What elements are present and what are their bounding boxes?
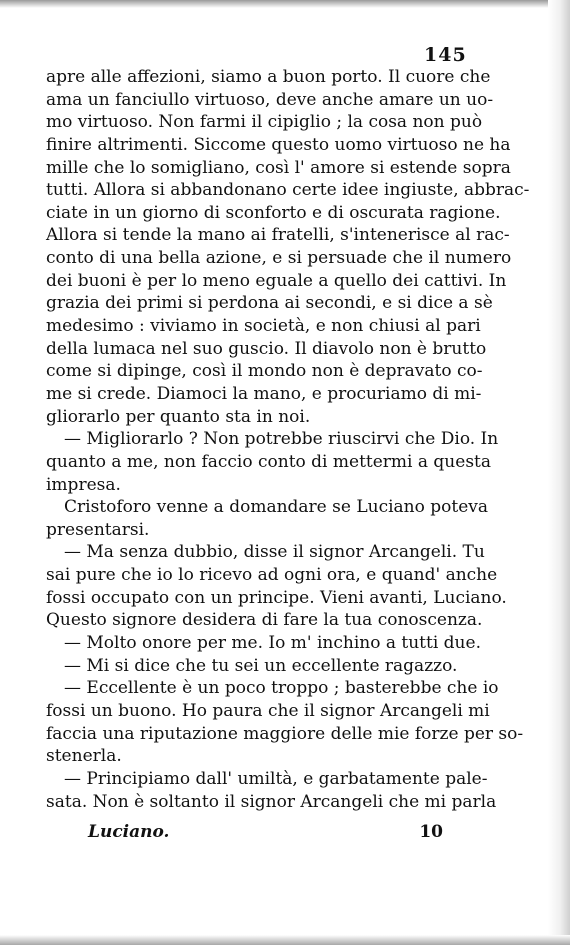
page-number: 145: [424, 44, 467, 66]
body-text: [46, 66, 530, 813]
text-line: — Principiamo dall' umiltà, e garbatamente pale-: [64, 768, 488, 789]
text-line: faccia una riputazione maggiore delle mie forze per so-: [46, 723, 524, 744]
page-bottom-edge: [0, 935, 570, 945]
text-line: impresa.: [46, 474, 121, 495]
page-footer: [88, 822, 443, 842]
text-line: — Migliorarlo ? Non potrebbe riuscirvi che Dio. In: [64, 429, 499, 450]
footer-sheet-number: 10: [419, 822, 443, 842]
text-line: Cristoforo venne a domandare se Luciano poteva: [64, 497, 489, 518]
text-line: fossi un buono. Ho paura che il signor Arcangeli mi: [46, 700, 490, 721]
text-line: tutti. Allora si abbandonano certe idee ingiuste, abbrac-: [46, 180, 530, 201]
text-line: dei buoni è per lo meno eguale a quello dei cattivi. In: [46, 270, 507, 291]
text-line: della lumaca nel suo guscio. Il diavolo non è brutto: [46, 338, 487, 359]
text-line: conto di una bella azione, e si persuade che il numero: [46, 248, 512, 269]
text-line: ama un fanciullo virtuoso, deve anche amare un uo-: [46, 89, 494, 110]
text-line: sata. Non è soltanto il signor Arcangeli che mi parla: [46, 791, 497, 812]
text-line: sai pure che io lo ricevo ad ogni ora, e quand' anche: [46, 565, 498, 586]
page-right-edge: [548, 0, 570, 945]
footer-signature: Luciano.: [88, 822, 170, 842]
text-line: gliorarlo per quanto sta in noi.: [46, 406, 311, 427]
text-line: apre alle affezioni, siamo a buon porto. Il cuore che: [46, 67, 491, 87]
text-line: me si crede. Diamoci la mano, e procuriamo di mi-: [46, 383, 482, 404]
text-line: finire altrimenti. Siccome questo uomo virtuoso ne ha: [46, 134, 511, 155]
text-line: Allora si tende la mano ai fratelli, s'intenerisce al rac-: [46, 225, 510, 246]
text-line: come si dipinge, così il mondo non è depravato co-: [46, 361, 483, 382]
text-line: — Mi si dice che tu sei un eccellente ragazzo.: [64, 655, 458, 676]
text-line: ciate in un giorno di sconforto e di oscurata ragione.: [46, 202, 501, 223]
text-line: — Ma senza dubbio, disse il signor Arcangeli. Tu: [64, 542, 485, 563]
text-line: mille che lo somigliano, così l' amore si estende sopra: [46, 157, 511, 178]
text-line: grazia dei primi si perdona ai secondi, e si dice a sè: [46, 293, 493, 314]
text-line: — Molto onore per me. Io m' inchino a tutti due.: [64, 633, 481, 654]
text-line: mo virtuoso. Non farmi il cipiglio ; la cosa non può: [46, 112, 483, 133]
text-line: quanto a me, non faccio conto di mettermi a questa: [46, 451, 492, 472]
text-line: fossi occupato con un principe. Vieni avanti, Luciano.: [46, 587, 507, 608]
text-line: — Eccellente è un poco troppo ; basterebbe che io: [64, 678, 499, 699]
page-top-edge: [0, 0, 570, 8]
text-line: Questo signore desidera di fare la tua conoscenza.: [46, 610, 483, 631]
text-line: medesimo : viviamo in società, e non chiusi al pari: [46, 316, 481, 337]
text-line: stenerla.: [46, 746, 122, 767]
text-line: presentarsi.: [46, 519, 150, 540]
